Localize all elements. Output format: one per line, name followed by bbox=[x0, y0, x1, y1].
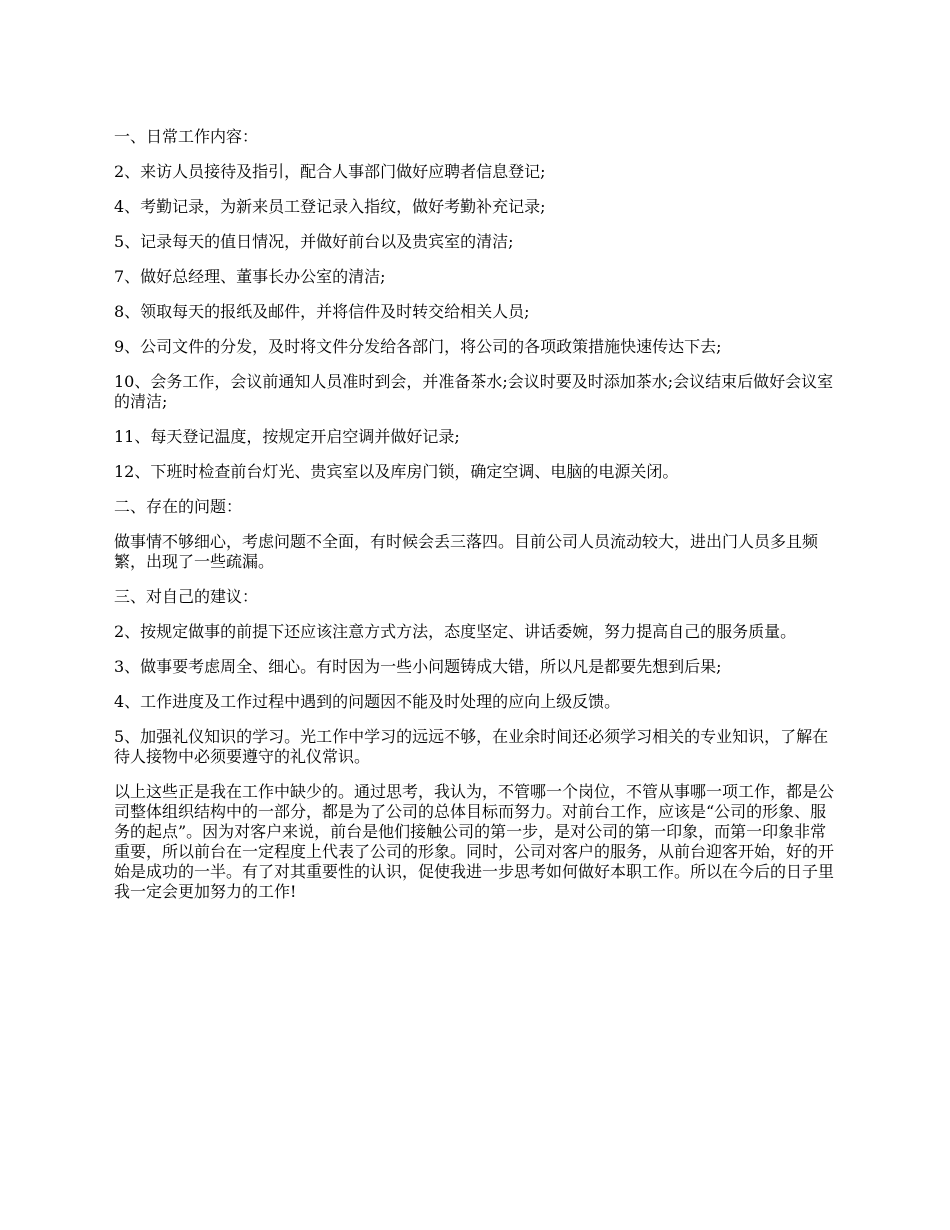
document-body bbox=[114, 127, 838, 917]
conclusion-paragraph: 以上这些正是我在工作中缺少的。通过思考，我认为，不管哪一个岗位，不管从事哪一项工作，都是公司整体组织结构中的一部分，都是为了公司的总体目标而努力。对前台工作，应该是“公司的形象、服务的起点”。因为对客户来说，前台是他们接触公司的第一步，是对公司的第一印象，而第一印象非常重要，所以前台在一定程度上代表了公司的形象。同时，公司对客户的服务，从前台迎客开始，好的开始是成功的一半。有了对其重要性的认识，促使我进一步思考如何做好本职工作。所以在今后的日子里我一定会更加努力的工作! bbox=[114, 782, 835, 901]
list-item: 7、做好总经理、董事长办公室的清洁; bbox=[114, 267, 386, 286]
list-item: 5、记录每天的值日情况，并做好前台以及贵宾室的清洁; bbox=[114, 232, 514, 251]
list-item: 4、考勤记录，为新来员工登记录入指纹，做好考勤补充记录; bbox=[114, 197, 546, 216]
list-item: 2、来访人员接待及指引，配合人事部门做好应聘者信息登记; bbox=[114, 162, 546, 181]
list-item: 12、下班时检查前台灯光、贵宾室以及库房门锁，确定空调、电脑的电源关闭。 bbox=[114, 462, 679, 481]
list-item: 2、按规定做事的前提下还应该注意方式方法，态度坚定、讲话委婉，努力提高自己的服务质量。 bbox=[114, 622, 797, 641]
section-heading-suggestions: 三、对自己的建议： bbox=[114, 587, 259, 606]
list-item: 10、会务工作，会议前通知人员准时到会，并准备茶水;会议时要及时添加茶水;会议结束后做好会议室的清洁; bbox=[114, 372, 834, 411]
body-paragraph: 做事情不够细心，考虑问题不全面，有时候会丢三落四。目前公司人员流动较大，进出门人员多且频繁，出现了一些疏漏。 bbox=[114, 532, 819, 571]
list-item: 5、加强礼仪知识的学习。光工作中学习的远远不够，在业余时间还必须学习相关的专业知识，了解在待人接物中必须要遵守的礼仪常识。 bbox=[114, 727, 829, 766]
section-heading-problems: 二、存在的问题： bbox=[114, 497, 243, 516]
section-heading-daily-work: 一、日常工作内容： bbox=[114, 127, 259, 146]
list-item: 4、工作进度及工作过程中遇到的问题因不能及时处理的应向上级反馈。 bbox=[114, 692, 621, 711]
list-item: 9、公司文件的分发，及时将文件分发给各部门，将公司的各项政策措施快速传达下去; bbox=[114, 337, 722, 356]
list-item: 8、领取每天的报纸及邮件，并将信件及时转交给相关人员; bbox=[114, 302, 530, 321]
list-item: 3、做事要考虑周全、细心。有时因为一些小问题铸成大错，所以凡是都要先想到后果; bbox=[114, 657, 722, 676]
list-item: 11、每天登记温度，按规定开启空调并做好记录; bbox=[114, 427, 460, 446]
